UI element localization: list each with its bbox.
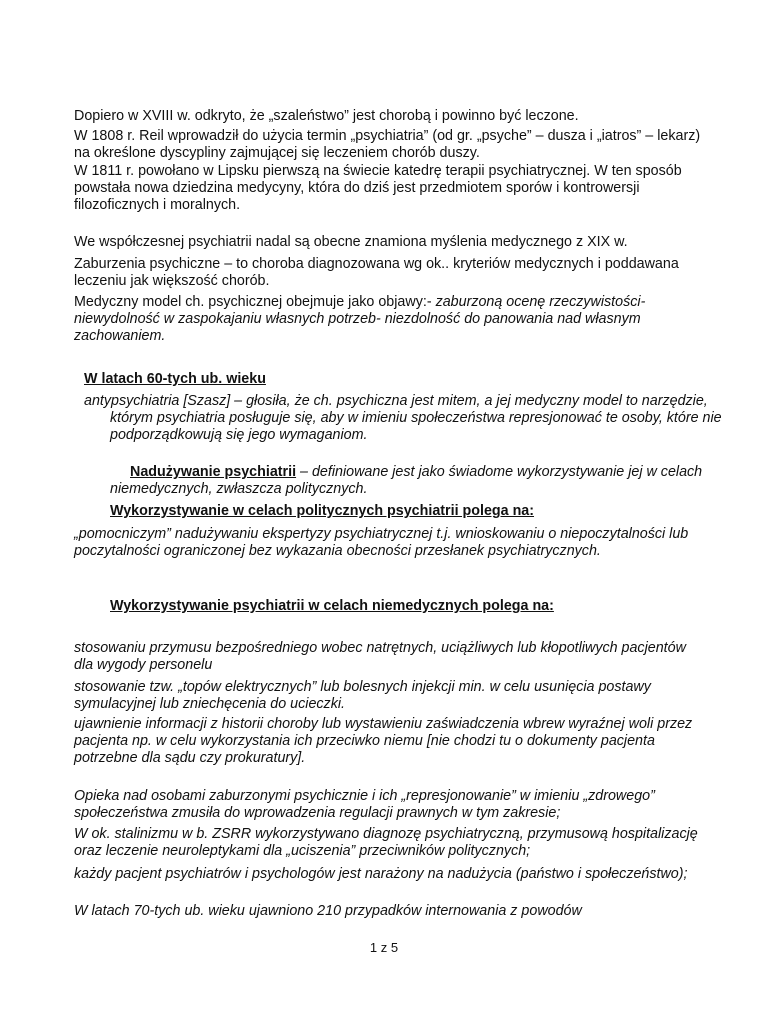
list-item: stosowaniu przymusu bezpośredniego wobec natrętnych, uciążliwych lub kłopotliwych pacjentów dla wygody personelu: [74, 640, 686, 673]
paragraph-5: Zaburzenia psychiczne – to choroba diagnozowana wg ok.. kryteriów medycznych i poddawana leczeniu jak większość chorób.: [74, 256, 679, 289]
page-number: 1 z 5: [369, 940, 399, 955]
paragraph-1: Dopiero w XVIII w. odkryto, że „szaleństwo” jest chorobą i powinno być leczone.: [74, 108, 579, 124]
section3-heading: Wykorzystywanie w celach politycznych psychiatrii polega na:: [110, 503, 535, 519]
list-item: każdy pacjent psychiatrów i psychologów jest narażony na nadużycia (państwo i społeczeństwo);: [74, 866, 688, 882]
paragraph-3: W 1811 r. powołano w Lipsku pierwszą na świecie katedrę terapii psychiatrycznej. W ten sposób powstała nowa dziedzina medycyny, która do dziś jest przedmiotem sporów i kontrowersji filozoficznych i moralnych.: [74, 163, 682, 213]
paragraph-6-normal: Medyczny model ch. psychicznej obejmuje jako objawy:-: [74, 294, 436, 310]
list-item: W latach 70-tych ub. wieku ujawniono 210 przypadków internowania z powodów: [74, 903, 582, 919]
list-item: Opieka nad osobami zaburzonymi psychicznie i ich „represjonowanie” w imieniu „zdrowego” społeczeństwa zmusiła do wprowadzenia regulacji prawnych w tym zakresie;: [74, 788, 655, 821]
paragraph-2: W 1808 r. Reil wprowadził do użycia termin „psychiatria” (od gr. „psyche” – dusza i „iatros” – lekarz) na określone dyscypliny zajmującej się leczeniem chorób duszy.: [74, 128, 701, 161]
section2-heading: Nadużywanie psychiatrii: [130, 464, 297, 480]
paragraph-6: [74, 294, 704, 345]
list-item: ujawnienie informacji z historii choroby lub wystawieniu zaświadczenia wbrew wyraźnej woli przez pacjenta np. w celu wykorzystania ich przeciwko niemu [nie chodzi tu o dokumenty pacjenta potrzebne dla sądu czy prokuratury].: [74, 716, 693, 766]
paragraph-6-italic: zaburzoną ocenę rzeczywistości- niewydolność w zaspokajaniu własnych potrzeb- niezdolność do panowania nad własnym zachowaniem.: [74, 294, 646, 344]
paragraph-4: We współczesnej psychiatrii nadal są obecne znamiona myślenia medycznego z XIX w.: [74, 234, 628, 250]
section2-paragraph: [110, 464, 704, 498]
list-item: W ok. stalinizmu w b. ZSRR wykorzystywano diagnozę psychiatryczną, przymusową hospitalizację oraz leczenie neuroleptykami dla „uciszenia” przeciwników politycznych;: [74, 826, 698, 859]
section1-text: antypsychiatria [Szasz] – głosiła, że ch. psychiczna jest mitem, a jej medyczny model to narzędzie, którym psychiatria posługuje się, aby w imieniu społeczeństwa represjonować te osoby, które nie podporządkowują się jego wymaganiom.: [84, 393, 722, 443]
section1-heading: W latach 60-tych ub. wieku: [84, 371, 266, 387]
list-item: stosowanie tzw. „topów elektrycznych” lub bolesnych injekcji min. w celu usunięcia postawy symulacyjnej lub zniechęcenia do ucieczki.: [74, 679, 651, 712]
section4-heading: Wykorzystywanie psychiatrii w celach niemedycznych polega na:: [110, 598, 554, 614]
section2-text: – definiowane jest jako świadome wykorzystywanie jej w celach niemedycznych, zwłaszcza politycznych.: [110, 464, 703, 497]
section3-text: „pomocniczym” nadużywaniu ekspertyzy psychiatrycznej t.j. wnioskowaniu o niepoczytalności lub poczytalności ograniczonej bez wykazania obecności przesłanek psychiatrycznych.: [74, 526, 689, 559]
